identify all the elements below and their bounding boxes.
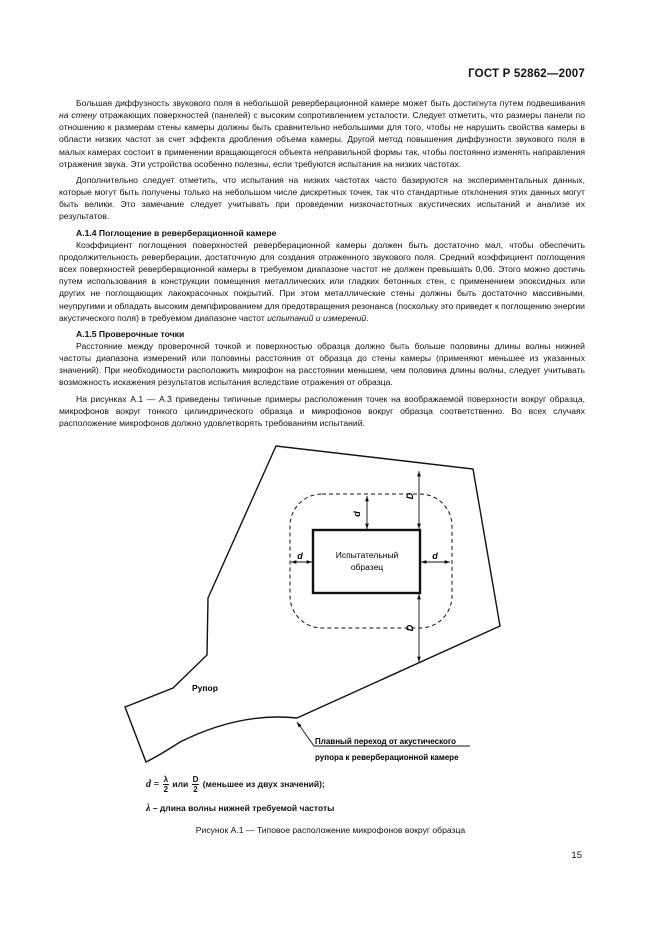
paragraph-diffusion bbox=[59, 97, 585, 170]
p3-emphasis: испытаний и измерений bbox=[267, 312, 367, 323]
transition-label-line2: рупора к реверберационной камере bbox=[315, 753, 459, 762]
specimen-label-line1: Испытательный bbox=[335, 550, 399, 560]
legend-lambda-rest: – длина волны нижней требуемой частоты bbox=[150, 803, 335, 813]
chamber-outline bbox=[125, 446, 500, 762]
specimen-label-line2: образец bbox=[350, 562, 384, 572]
frac2-num: D bbox=[192, 775, 199, 784]
paragraph-low-frequency: Дополнительно следует отметить, что испытания на низких частотах часто базируются на экспериментальных данных, которые могут быть получены только на небольшом числе дискретных точек, так что стандартные отклонения этих данных могут быть велики. Это замечание следует учитывать при проведении низкочастотных акустических испытаний и анализе их результатов. bbox=[59, 174, 585, 222]
legend-or: или bbox=[170, 778, 191, 789]
body-text bbox=[59, 97, 585, 429]
section-heading-check-points: А.1.5 Проверочные точки bbox=[76, 328, 185, 339]
paragraph-absorption bbox=[59, 239, 585, 324]
transition-label-line1: Плавный переход от акустического bbox=[315, 737, 456, 746]
p1-text-b: отражающих поверхностей (панелей) с высоким сопротивлением усталости. Следует отметить, что размеры панели по отношению к размерам стены камеры должны быть сравнительно небольшими для того, чтобы не нарушить свойства камеры в области низких частот за счет эффекта дробления объема камеры. Другой метод повышения диффузности звукового поля в малых камерах состоит в применении вращающегося объекта неправильной формы так, чтобы постоянно изменять направления отражения звука. Эти устройства особенно полезны, если требуются испытания на низких частотах. bbox=[59, 110, 585, 169]
horn-label: Рупор bbox=[192, 683, 218, 693]
dim-d-right-label: d bbox=[432, 551, 438, 561]
p1-text-a: Большая диффузность звукового поля в небольшой реверберационной камере может быть достигнута путем подвешивания bbox=[76, 98, 585, 108]
dim-D-top-label: D bbox=[405, 492, 415, 500]
legend-lambda-definition bbox=[146, 803, 334, 814]
p3-text-a: Коэффициент поглощения поверхностей реверберационной камеры должен быть достаточно мал, чтобы обеспечить продолжительность реверберации, достаточную для создания отраженного звукового поля. Средний коэффициент поглощения всех поверхностей реверберационной камеры в требуемом диапазоне частот не должен превышать 0,06. Этого можно достичь путем использования в конструкции помещения металлических или гладких бетонных стен, с применением эпоксидных или других не поглощающих лакокрасочных покрытий. При этом металлические стены должны быть достаточно массивными, неупругими и обладать высоким демпфированием для предотвращения резонанса (поскольку это приведет к поглощению энергии акустического поля) в требуемом диапазоне частот bbox=[59, 239, 585, 323]
dim-d-top-label: d bbox=[352, 511, 362, 517]
dim-D-bottom-label: D bbox=[405, 624, 415, 632]
legend-d-rest: (меньшее из двух значений); bbox=[200, 778, 325, 789]
p3-text-b: . bbox=[366, 312, 369, 323]
fraction-D-half bbox=[192, 775, 200, 794]
measurement-surface bbox=[290, 494, 452, 628]
section-heading-absorption: А.1.4 Поглощение в реверберационной камере bbox=[76, 227, 277, 238]
legend-lambda-symbol: λ bbox=[146, 803, 151, 814]
figure-caption: Рисунок А.1 — Типовое расположение микрофонов вокруг образца bbox=[195, 825, 466, 835]
legend-d-definition bbox=[146, 775, 325, 794]
frac1-den: 2 bbox=[163, 785, 169, 794]
p1-emphasis: на стену bbox=[59, 110, 97, 121]
standard-number: ГОСТ Р 52862—2007 bbox=[468, 68, 585, 80]
page-number: 15 bbox=[571, 850, 582, 861]
dim-d-left-label: d bbox=[297, 551, 303, 561]
frac2-den: 2 bbox=[193, 785, 198, 794]
legend-d-symbol: d = bbox=[146, 778, 160, 790]
paragraph-figures: На рисунках А.1 — А.3 приведены типичные примеры расположения точек на воображаемой поверхности вокруг образца, микрофонов вокруг тонкого цилиндрического образца и микрофонов вокруг образца соответственно. Во всех случаях расположение микрофонов должно удовлетворять требованиям испытаний. bbox=[59, 393, 585, 428]
fraction-lambda-half bbox=[163, 775, 169, 794]
figure-microphone-layout bbox=[0, 440, 661, 770]
frac1-num: λ bbox=[163, 775, 169, 784]
paragraph-check-points: Расстояние между проверочной точкой и поверхностью образца должно быть больше половины длины волны нижней частоты диапазона измерений или половины расстояния от образца до стены камеры (применяют меньшее из указанных значений). При необходимости расположить микрофон на расстоянии меньшем, чем половина длины волны, следует учитывать возможность искажения результатов испытания вследствие отражения от образца. bbox=[59, 340, 585, 388]
